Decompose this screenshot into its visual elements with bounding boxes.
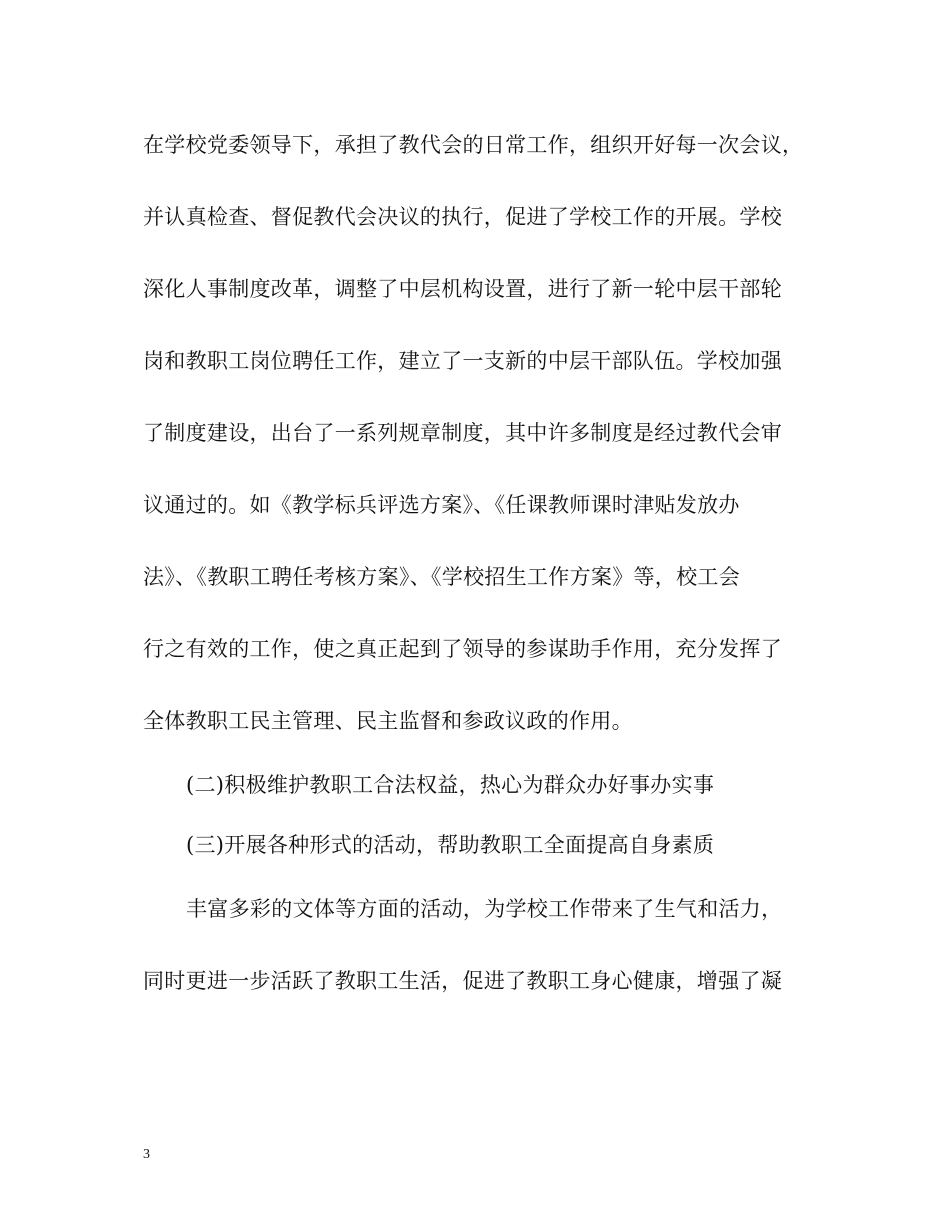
body-text-line: 丰富多彩的文体等方面的活动，为学校工作带来了生气和活力， — [186, 897, 783, 921]
body-text-line: 同时更进一步活跃了教职工生活，促进了教职工身心健康，增强了凝 — [143, 969, 782, 993]
body-text-line: 议通过的。如《教学标兵评选方案》、《任课教师课时津贴发放办 — [143, 493, 740, 517]
body-text-line: 岗和教职工岗位聘任工作，建立了一支新的中层干部队伍。学校加强 — [143, 349, 782, 373]
body-text-line: 在学校党委领导下，承担了教代会的日常工作，组织开好每一次会议， — [143, 133, 804, 157]
body-text-line: 了制度建设，出台了一系列规章制度，其中许多制度是经过教代会审 — [143, 421, 782, 445]
body-text-line: 并认真检查、督促教代会决议的执行，促进了学校工作的开展。学校 — [143, 205, 782, 229]
page-number: 3 — [143, 1147, 150, 1162]
body-text-line: 法》、《教职工聘任考核方案》、《学校招生工作方案》等，校工会 — [143, 565, 740, 589]
section-heading-2: (二)积极维护教职工合法权益，热心为群众办好事办实事 — [186, 773, 715, 797]
body-text-line: 深化人事制度改革，调整了中层机构设置，进行了新一轮中层干部轮 — [143, 277, 782, 301]
body-text-line: 全体教职工民主管理、民主监督和参政议政的作用。 — [143, 709, 633, 733]
body-text-line: 行之有效的工作，使之真正起到了领导的参谋助手作用，充分发挥了 — [143, 637, 782, 661]
section-heading-3: (三)开展各种形式的活动，帮助教职工全面提高自身素质 — [186, 833, 715, 857]
